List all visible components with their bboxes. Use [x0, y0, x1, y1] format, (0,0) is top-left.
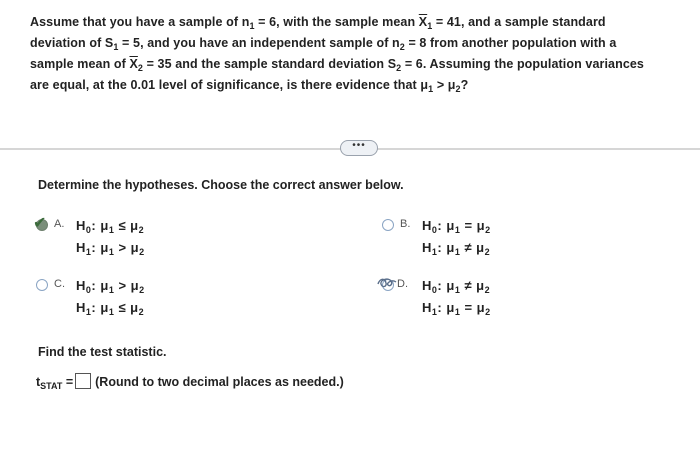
option-b-h1: $H_1$: $\mu_1 \ne \mu_2$: [422, 240, 491, 257]
expand-more-button[interactable]: •••: [340, 140, 378, 156]
option-c[interactable]: [36, 278, 236, 318]
option-d[interactable]: [382, 278, 582, 318]
option-b[interactable]: [382, 218, 582, 258]
option-a-h0: $H_0$: $\mu_1 \le \mu_2$: [76, 218, 145, 235]
rounding-hint: (Round to two decimal places as needed.): [95, 375, 344, 389]
option-d-h1: $H_1$: $\mu_1 = \mu_2$: [422, 300, 491, 317]
tstat-label: $t_{STAT}$ =: [36, 375, 74, 391]
option-c-letter: C.: [54, 278, 65, 290]
hypotheses-prompt: Determine the hypotheses. Choose the correct answer below.: [38, 178, 404, 192]
find-test-statistic-prompt: Find the test statistic.: [38, 345, 167, 359]
option-a-h1: $H_1$: $\mu_1 > \mu_2$: [76, 240, 145, 257]
option-c-h1: $H_1$: $\mu_1 \le \mu_2$: [76, 300, 145, 317]
tstat-row: [36, 373, 344, 389]
x-bar-symbol: $\overline{X}$: [418, 15, 428, 29]
option-b-letter: B.: [400, 218, 411, 230]
x-bar-symbol: $\overline{X}$: [129, 57, 138, 71]
checkmark-icon: ✔: [33, 215, 47, 232]
radio-b[interactable]: [382, 219, 394, 231]
tstat-answer-input[interactable]: [75, 373, 91, 389]
option-d-letter: D.: [397, 278, 408, 290]
option-d-h0: $H_0$: $\mu_1 \ne \mu_2$: [422, 278, 491, 295]
radio-c[interactable]: [36, 279, 48, 291]
option-a-letter: A.: [54, 218, 65, 230]
question-text: Assume that you have a sample of $n_1 = 6$, with the sample mean $\overline{X}_1 = 41$, and a sample standard deviation of $S_1 = 5$, and you have an independent sample of $n_2 = 8$ from another population with a sample mean of $\overline{X}_2 = 35$ and the sample standard deviation $S_2 = 6$. Assuming the population variances are equal, at the 0.01 level of significance, is there evidence that $\mu_1 > \mu_2$?: [30, 15, 644, 94]
scribble-mark-icon: [376, 276, 398, 290]
option-a[interactable]: [33, 215, 236, 258]
option-c-h0: $H_0$: $\mu_1 > \mu_2$: [76, 278, 145, 295]
option-b-h0: $H_0$: $\mu_1 = \mu_2$: [422, 218, 491, 235]
